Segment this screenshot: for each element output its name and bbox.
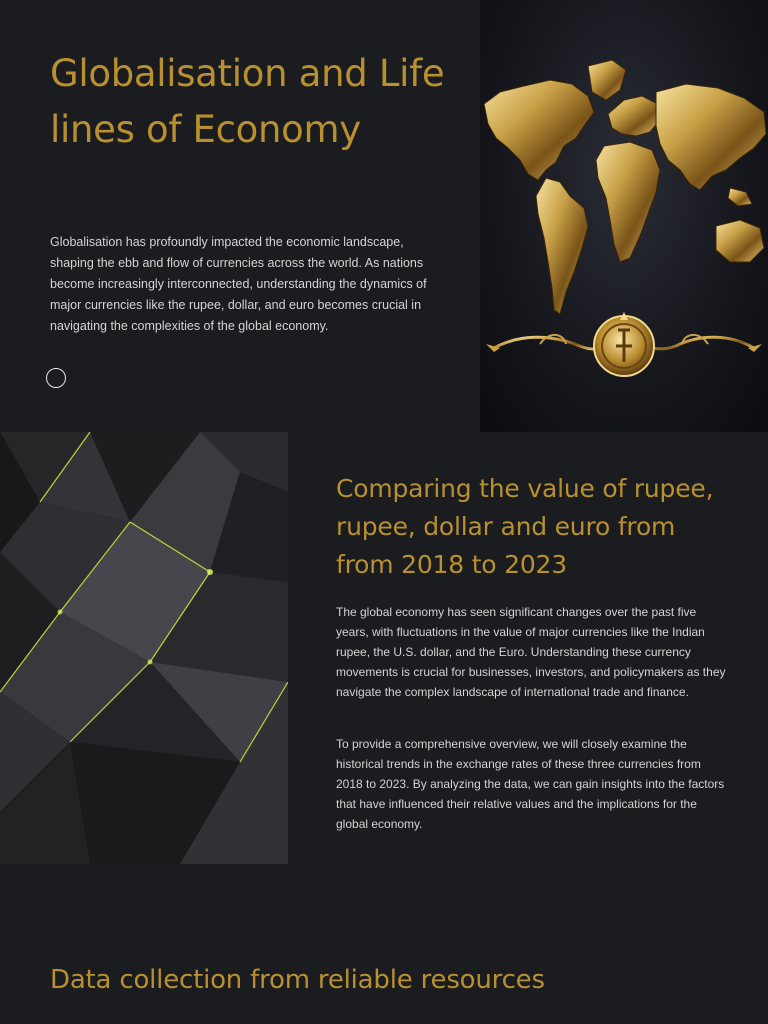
- section3-title: Data collection from reliable resources: [50, 965, 545, 995]
- section2-paragraph-2: To provide a comprehensive overview, we will closely examine the historical trends in the exchange rates of these three currencies from 2018 to 2023. By analyzing the data, we can gain insights into the factors that have influenced their relative values and the implications for the global economy.: [336, 737, 725, 831]
- section1-body: Globalisation has profoundly impacted the economic landscape, shaping the ebb and flow of currencies across the world. As nations become increasingly interconnected, understanding the dynamics of major currencies like the rupee, dollar, and euro becomes crucial in navigating the complexities of the global economy.: [50, 235, 427, 333]
- play-circle-icon[interactable]: [46, 368, 66, 388]
- geometric-pattern-image: [0, 432, 288, 864]
- section1-title: Globalisation and Life lines of Economy: [50, 52, 445, 151]
- section2-paragraph-1: The global economy has seen significant changes over the past five years, with fluctuations in the value of major currencies like the Indian rupee, the U.S. dollar, and the Euro. Understanding these currency movements is crucial for businesses, investors, and policymakers as they navigate the complex landscape of international trade and finance.: [336, 605, 726, 699]
- faceted-background-icon: [0, 432, 288, 864]
- world-map-image: [480, 0, 768, 432]
- gold-world-map-icon: [480, 0, 768, 432]
- section2-title: Comparing the value of rupee, rupee, dollar and euro from from 2018 to 2023: [336, 474, 714, 579]
